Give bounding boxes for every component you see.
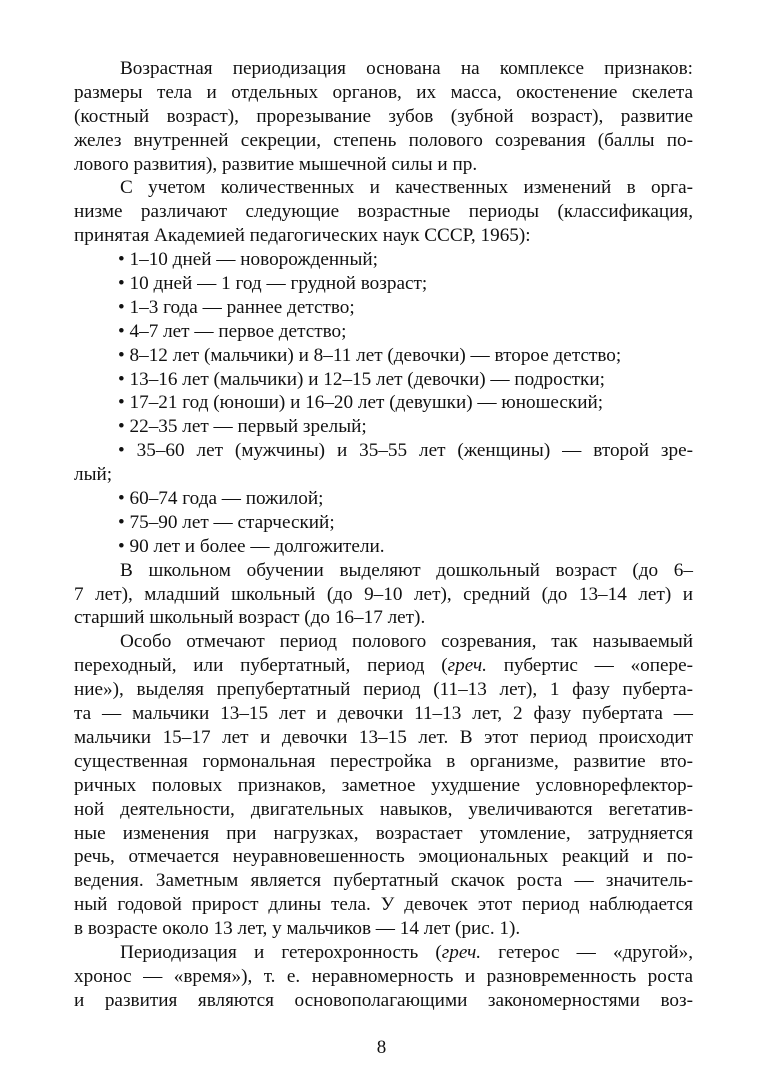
text-line <box>74 559 693 583</box>
text-segment: лового развития), развитие мышечной силы и пр. <box>74 153 478 175</box>
list-item-line <box>74 487 693 511</box>
list-item-line <box>74 296 693 320</box>
list-item-line <box>74 415 693 439</box>
text-line <box>74 989 693 1013</box>
text-segment: в возрасте около 13 лет, у мальчиков — 14 лет (рис. 1). <box>74 918 521 940</box>
text-segment: ведения. Заметным является пубертатный скачок роста — значитель- <box>74 870 693 892</box>
text-line <box>74 845 693 869</box>
text-line <box>74 893 693 917</box>
text-segment: ние»), выделяя препубертатный период (11–13 лет), 1 фазу пуберта- <box>74 679 693 701</box>
text-segment: та — мальчики 13–15 лет и девочки 11–13 лет, 2 фазу пубертата — <box>74 703 693 725</box>
text-line <box>74 917 693 941</box>
list-item-line <box>74 535 693 559</box>
text-segment: хронос — «время»), т. е. неравномерность и разновременность роста <box>74 965 693 987</box>
text-segment: размеры тела и отдельных органов, их масса, окостенение скелета <box>74 81 693 103</box>
text-segment: • 60–74 года — пожилой; <box>118 488 324 510</box>
text-segment: мальчики 15–17 лет и девочки 13–15 лет. В этот период происходит <box>74 726 693 748</box>
text-line <box>74 678 693 702</box>
text-line <box>74 702 693 726</box>
text-line <box>74 105 693 129</box>
text-line <box>74 798 693 822</box>
text-segment: 7 лет), младший школьный (до 9–10 лет), средний (до 13–14 лет) и <box>74 583 693 605</box>
text-segment: Особо отмечают период полового созревания, так называемый <box>120 631 693 653</box>
text-line <box>74 176 693 200</box>
list-item-line <box>74 368 693 392</box>
text-segment: гетерос — «другой», <box>481 941 693 963</box>
text-segment: • 22–35 лет — первый зрелый; <box>118 416 367 438</box>
page-number: 8 <box>376 1037 387 1058</box>
text-segment: • 4–7 лет — первое детство; <box>118 320 347 342</box>
list-item-line <box>74 439 693 463</box>
text-segment: • 1–3 года — раннее детство; <box>118 296 355 318</box>
text-segment: лый; <box>74 464 113 486</box>
text-segment: ричных половых признаков, заметное ухудшение условнорефлектор- <box>74 774 693 796</box>
text-segment: С учетом количественных и качественных изменений в орга- <box>120 177 693 199</box>
text-line <box>74 224 693 248</box>
text-line <box>74 750 693 774</box>
text-line <box>74 129 693 153</box>
text-segment: низме различают следующие возрастные периоды (классификация, <box>74 201 693 223</box>
text-line <box>74 774 693 798</box>
text-line <box>74 583 693 607</box>
text-line <box>74 606 693 630</box>
text-line <box>74 153 693 177</box>
list-item-line <box>74 320 693 344</box>
text-segment: Периодизация и гетерохронность ( <box>120 941 442 963</box>
text-segment: В школьном обучении выделяют дошкольный возраст (до 6– <box>120 559 693 581</box>
list-item-line <box>74 511 693 535</box>
text-segment: (костный возраст), прорезывание зубов (зубной возраст), развитие <box>74 105 693 127</box>
text-segment: речь, отмечается неуравновешенность эмоциональных реакций и по- <box>74 846 693 868</box>
italic-term: греч. <box>441 941 482 963</box>
text-segment: • 90 лет и более — долгожители. <box>118 535 385 557</box>
list-item-line <box>74 272 693 296</box>
text-segment: • 1–10 дней — новорожденный; <box>118 249 378 271</box>
text-segment: существенная гормональная перестройка в организме, развитие вто- <box>74 750 693 772</box>
page-body <box>74 57 693 1013</box>
text-segment: и развития являются основополагающими закономерностями воз- <box>74 989 693 1011</box>
text-line <box>74 57 693 81</box>
text-line <box>74 869 693 893</box>
text-segment: • 17–21 год (юноши) и 16–20 лет (девушки) — юношеский; <box>118 392 604 414</box>
text-segment: ные изменения при нагрузках, возрастает утомление, затрудняется <box>74 822 693 844</box>
text-segment: принятая Академией педагогических наук СССР, 1965): <box>74 225 531 247</box>
list-item-line <box>74 344 693 368</box>
text-line <box>74 630 693 654</box>
text-segment: переходный, или пубертатный, период ( <box>74 655 448 677</box>
italic-term: греч. <box>447 655 487 677</box>
text-segment: • 75–90 лет — старческий; <box>118 511 335 533</box>
text-line <box>74 654 693 678</box>
text-line <box>74 822 693 846</box>
text-line <box>74 463 693 487</box>
text-segment: • 13–16 лет (мальчики) и 12–15 лет (девочки) — подростки; <box>118 368 605 390</box>
text-segment: • 35–60 лет (мужчины) и 35–55 лет (женщины) — второй зре- <box>118 440 693 462</box>
text-line <box>74 81 693 105</box>
text-line <box>74 965 693 989</box>
text-segment: • 8–12 лет (мальчики) и 8–11 лет (девочки) — второе детство; <box>118 344 622 366</box>
text-segment: Возрастная периодизация основана на комплексе признаков: <box>120 58 693 79</box>
text-segment: желез внутренней секреции, степень полового созревания (баллы по- <box>74 129 693 151</box>
text-segment: старший школьный возраст (до 16–17 лет). <box>74 607 426 629</box>
text-segment: пубертис — «опере- <box>486 655 693 677</box>
text-segment: • 10 дней — 1 год — грудной возраст; <box>118 273 428 295</box>
text-line <box>74 200 693 224</box>
text-segment: ной деятельности, двигательных навыков, увеличиваются вегетатив- <box>74 798 693 820</box>
text-line <box>74 726 693 750</box>
list-item-line <box>74 391 693 415</box>
list-item-line <box>74 248 693 272</box>
text-segment: ный годовой прирост длины тела. У девочек этот период наблюдается <box>74 894 693 916</box>
text-line <box>74 941 693 965</box>
